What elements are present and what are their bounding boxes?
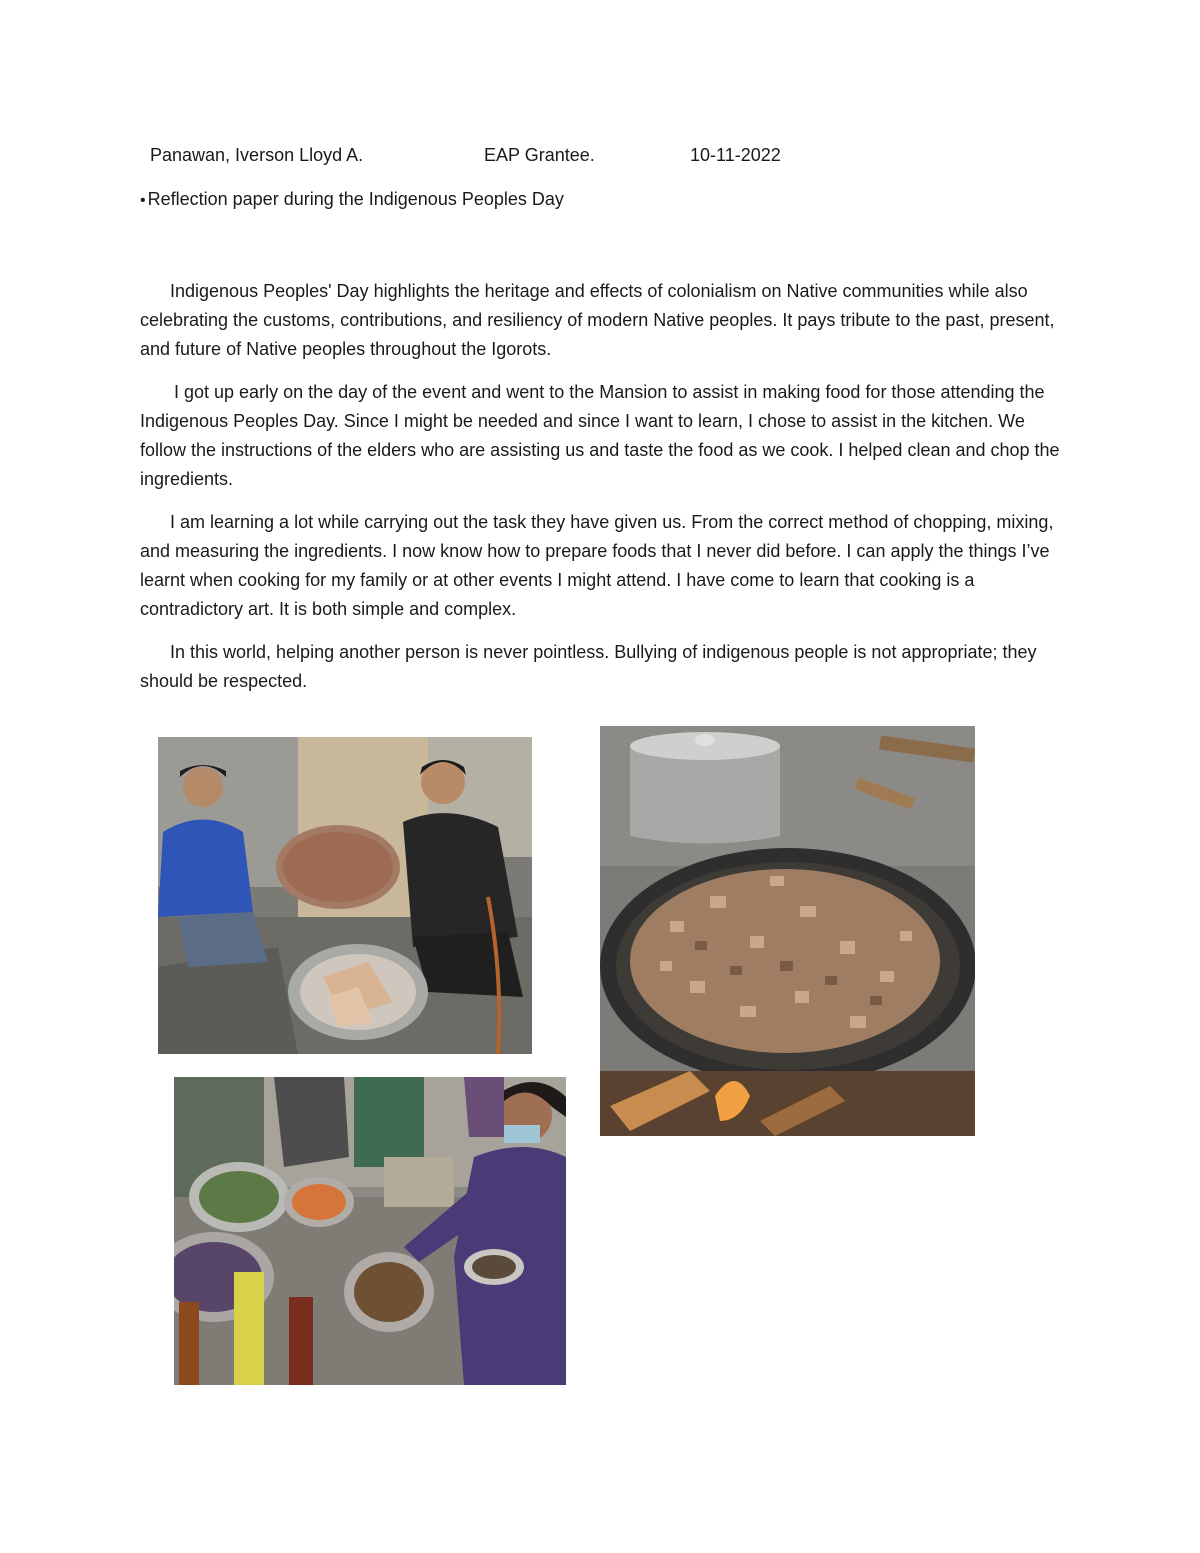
author-role: EAP Grantee.: [484, 145, 595, 165]
document-date: 10-11-2022: [690, 145, 781, 165]
paragraph: I got up early on the day of the event and went to the Mansion to assist in making food for those attending the Indigenous Peoples Day. Since I might be needed and since I want to learn, I chose to assist in the kitchen. We follow the instructions of the elders who are assisting us and taste the food as we cook. I helped clean and chop the ingredients.: [140, 382, 1060, 489]
subtitle-text: Reflection paper during the Indigenous Peoples Day: [147, 189, 564, 209]
photo-serving-food: [174, 1077, 566, 1385]
photo-cleaning-ingredients: [158, 737, 532, 1054]
paragraph: Indigenous Peoples' Day highlights the heritage and effects of colonialism on Native communities while also celebrating the customs, contributions, and resiliency of modern Native peoples. It pays tribute to the past, present, and future of Native peoples throughout the Igorots.: [140, 281, 1055, 359]
document-header: [150, 145, 1050, 169]
paragraph: In this world, helping another person is never pointless. Bullying of indigenous people is not appropriate; they should be respected.: [140, 642, 1037, 691]
author-name: Panawan, Iverson Lloyd A.: [150, 145, 364, 165]
bullet-icon: •: [140, 192, 146, 209]
paragraph: I am learning a lot while carrying out the task they have given us. From the correct method of chopping, mixing, and measuring the ingredients. I now know how to prepare foods that I never did before. I can apply the things I’ve learnt when cooking for my family or at other events I might attend. I have come to learn that cooking is a contradictory art. It is both simple and complex.: [140, 512, 1054, 619]
document-subtitle: [140, 189, 564, 210]
photo-cooking-wok: [600, 726, 975, 1136]
reflection-body: [140, 277, 1060, 710]
